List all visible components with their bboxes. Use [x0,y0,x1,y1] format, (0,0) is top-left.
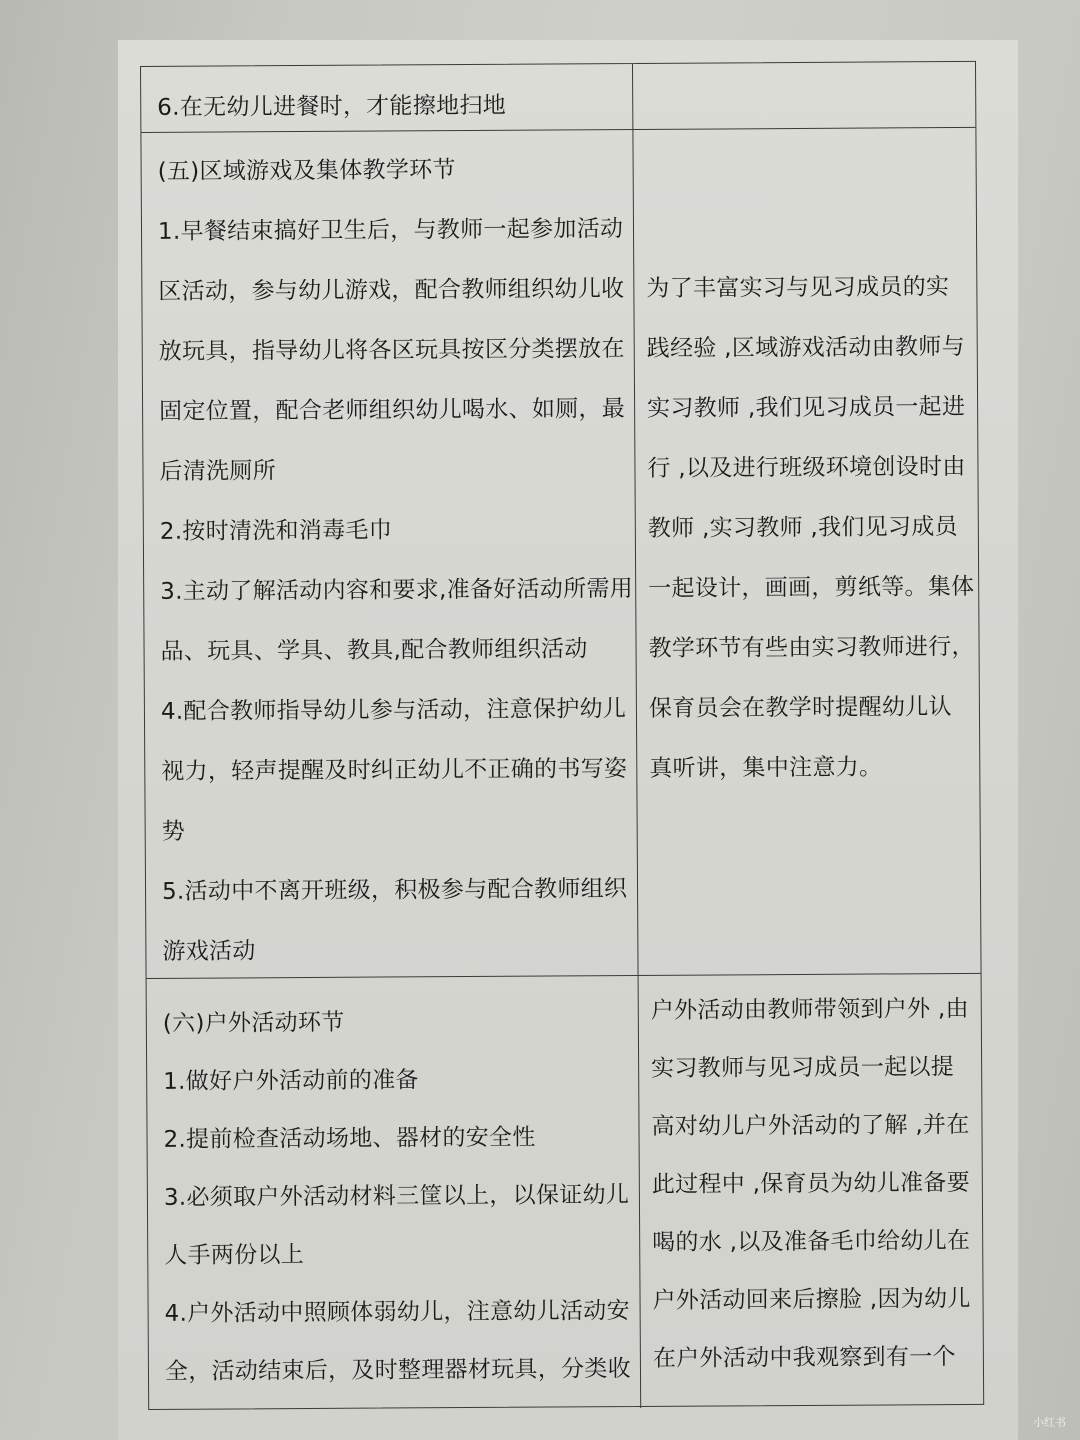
section-heading-6: (六)户外活动环节 [162,1009,345,1037]
row3-right-line: 在户外活动中我观察到有一个 [652,1344,956,1372]
row2-right-line: 保育员会在教学时提醒幼儿认 [648,694,952,722]
row3-left-line: 3.必须取户外活动材料三筐以上，以保证幼儿 [163,1182,630,1211]
row3-left-cell [147,976,642,1411]
row2-right-line: 教学环节有些由实习教师进行， [648,633,975,662]
row3-left-line: 2.提前检查活动场地、器材的安全性 [163,1124,536,1153]
row2-left-line: 游戏活动 [162,938,256,965]
row2-right-line: 真听讲，集中注意力。 [649,754,883,782]
document-table [140,61,984,1410]
row2-left-line: 5.活动中不离开班级，积极参与配合教师组织 [161,876,628,905]
row2-left-cell [141,130,638,978]
row2-left-line: 3.主动了解活动内容和要求,准备好活动所需用 [160,575,634,605]
row2-left-line: 1.早餐结束搞好卫生后，与教师一起参加活动 [157,216,624,245]
row2-left-line: 势 [161,818,186,845]
row2-left-line: 放玩具，指导幼儿将各区玩具按区分类摆放在 [158,336,625,365]
row2-left-line: 品、玩具、学具、教具,配合教师组织活动 [160,636,588,665]
row2-left-line: 4.配合教师指导幼儿参与活动，注意保护幼儿 [160,696,627,725]
row1-left-line: 6.在无幼儿进餐时，才能擦地扫地 [157,92,507,121]
row2-right-line: 践经验 ,区域游戏活动由教师与 [646,333,965,362]
row3-right-line: 此过程中 ,保育员为幼儿准备要 [651,1169,971,1198]
row2-left-line: 2.按时清洗和消毒毛巾 [159,517,393,545]
row1-left-cell [141,64,633,132]
row3-right-line: 户外活动由教师带领到户外 ,由 [650,995,969,1024]
row3-right-line: 户外活动回来后擦脸 ,因为幼儿 [652,1285,971,1314]
row3-left-line: 1.做好户外活动前的准备 [163,1067,419,1095]
row1-right-cell [633,62,975,129]
row3-left-line: 人手两份以上 [164,1242,305,1269]
row2-right-line: 为了丰富实习与见习成员的实 [646,274,950,302]
table-row-2 [141,128,980,979]
section-heading-5: (五)区域游戏及集体教学环节 [157,157,456,185]
row2-left-line: 后清洗厕所 [159,458,277,485]
row2-right-line: 行 ,以及进行班级环境创设时由 [647,453,966,482]
row2-right-line: 实习教师 ,我们见习成员一起进 [647,393,966,422]
row3-right-line: 喝的水 ,以及准备毛巾给幼儿在 [652,1227,971,1256]
row3-right-line: 实习教师与见习成员一起以提 [651,1054,955,1082]
row2-left-line: 视力，轻声提醒及时纠正幼儿不正确的书写姿 [161,756,628,785]
row3-right-line: 高对幼儿户外活动的了解 ,并在 [651,1111,970,1140]
row2-right-line: 教师 ,实习教师 ,我们见习成员 [647,514,958,542]
row2-left-line: 固定位置，配合老师组织幼儿喝水、如厕，最 [159,396,626,425]
row2-left-line: 区活动，参与幼儿游戏，配合教师组织幼儿收 [158,276,625,305]
row3-right-cell [639,974,984,1408]
row2-right-line: 一起设计，画画，剪纸等。集体 [648,573,975,602]
table-row-1 [141,62,975,133]
row2-right-cell [633,128,980,975]
table-row-3 [147,974,984,1411]
watermark-logo: 小红书 [1033,1417,1066,1429]
row3-left-line: 4.户外活动中照顾体弱幼儿，注意幼儿活动安 [164,1298,630,1327]
row3-left-line: 全，活动结束后，及时整理器材玩具，分类收 [164,1356,632,1385]
